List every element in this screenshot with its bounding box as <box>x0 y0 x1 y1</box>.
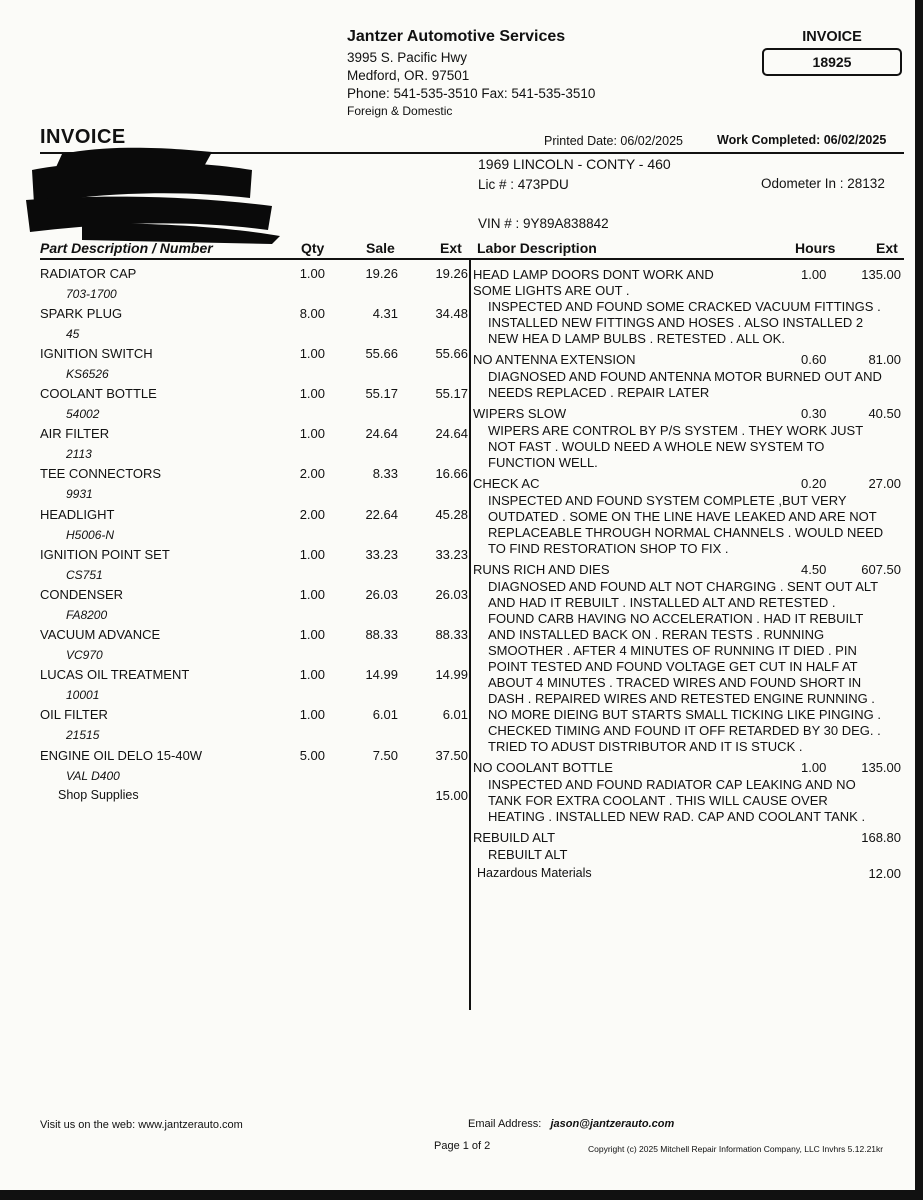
part-ext: 55.66 <box>435 346 468 361</box>
labor-note: NO MORE DIEING BUT STARTS SMALL TICKING LIKE PINGING . <box>488 707 881 722</box>
labor-note: REBUILT ALT <box>488 847 568 862</box>
part-ext: 14.99 <box>435 667 468 682</box>
part-qty: 1.00 <box>299 386 325 401</box>
labor-note: FOUND CARB HAVING NO ACCELERATION . HAD IT REBUILT <box>488 611 864 626</box>
part-name: HEADLIGHT <box>40 507 115 522</box>
labor-note: SMOOTHER . AFTER 4 MINUTES OF RUNNING IT DIED . PIN <box>488 643 857 658</box>
labor-title: RUNS RICH AND DIES <box>473 562 610 577</box>
shop-supplies-ext: 15.00 <box>435 788 468 803</box>
hazardous-materials-label: Hazardous Materials <box>477 866 592 880</box>
labor-note: DIAGNOSED AND FOUND ANTENNA MOTOR BURNED OUT AND <box>488 369 882 384</box>
labor-note: WIPERS ARE CONTROL BY P/S SYSTEM . THEY WORK JUST <box>488 423 864 438</box>
part-name: OIL FILTER <box>40 707 108 722</box>
part-name: TEE CONNECTORS <box>40 466 162 481</box>
col-qty: Qty <box>301 240 325 256</box>
invoice-label: INVOICE <box>802 29 862 45</box>
part-number: 21515 <box>66 728 100 742</box>
col-sale: Sale <box>366 240 395 256</box>
part-number: KS6526 <box>66 367 109 381</box>
labor-note: INSPECTED AND FOUND SOME CRACKED VACUUM FITTINGS . <box>488 299 881 314</box>
col-part-description: Part Description / Number <box>40 240 213 256</box>
part-number: H5006-N <box>66 528 115 542</box>
printed-date: Printed Date: 06/02/2025 <box>544 134 683 148</box>
part-number: 2113 <box>66 447 92 461</box>
part-qty: 2.00 <box>299 466 325 481</box>
part-sale: 26.03 <box>365 587 398 602</box>
part-name: RADIATOR CAP <box>40 266 137 281</box>
labor-hours: 0.30 <box>801 406 827 421</box>
footer-email <box>468 1118 674 1130</box>
part-sale: 22.64 <box>365 507 398 522</box>
labor-title: REBUILD ALT <box>473 830 556 845</box>
company-address-line1: 3995 S. Pacific Hwy <box>347 50 468 65</box>
part-name: COOLANT BOTTLE <box>40 386 157 401</box>
part-sale: 55.17 <box>365 386 398 401</box>
col-ext: Ext <box>440 240 462 256</box>
labor-note: INSTALLED NEW FITTINGS AND HOSES . ALSO INSTALLED 2 <box>488 315 864 330</box>
footer-copyright: Copyright (c) 2025 Mitchell Repair Information Company, LLC Invhrs 5.12.21kr <box>588 1144 884 1154</box>
page-number: Page 1 of 2 <box>434 1140 491 1152</box>
part-sale: 88.33 <box>365 627 398 642</box>
part-number: 703-1700 <box>66 287 117 301</box>
part-qty: 8.00 <box>299 306 325 321</box>
labor-title: NO COOLANT BOTTLE <box>473 760 613 775</box>
company-address-line2: Medford, OR. 97501 <box>347 68 470 83</box>
part-qty: 1.00 <box>299 266 325 281</box>
part-ext: 34.48 <box>435 306 468 321</box>
part-sale: 8.33 <box>372 466 398 481</box>
part-name: CONDENSER <box>40 587 124 602</box>
labor-hours: 1.00 <box>801 760 827 775</box>
part-qty: 1.00 <box>299 426 325 441</box>
part-qty: 1.00 <box>299 707 325 722</box>
part-qty: 1.00 <box>299 587 325 602</box>
part-ext: 16.66 <box>435 466 468 481</box>
labor-note: NEW HEA D LAMP BULBS . RETESTED . ALL OK. <box>488 331 785 346</box>
labor-note: INSPECTED AND FOUND RADIATOR CAP LEAKING AND NO <box>488 777 856 792</box>
labor-note: AND INSTALLED BACK ON . RERAN TESTS . RUNNING <box>488 627 825 642</box>
part-ext: 88.33 <box>435 627 468 642</box>
labor-note: ABOUT 4 MINUTES . TRACED WIRES AND FOUND SHORT IN <box>488 675 862 690</box>
hazardous-materials-ext: 12.00 <box>868 866 901 881</box>
labor-note: TANK FOR EXTRA COOLANT . THIS WILL CAUSE OVER <box>488 793 828 808</box>
labor-note: AND HAD IT REBUILT . INSTALLED ALT AND RETESTED . <box>488 595 836 610</box>
email-address: jason@jantzerauto.com <box>550 1118 675 1130</box>
part-name: LUCAS OIL TREATMENT <box>40 667 190 682</box>
labor-hours: 0.20 <box>801 476 827 491</box>
labor-note: OUTDATED . SOME ON THE LINE HAVE LEAKED AND ARE NOT <box>488 509 877 524</box>
part-qty: 1.00 <box>299 346 325 361</box>
labor-note: TO FIND RESTORATION SHOP TO FIX . <box>488 541 729 556</box>
invoice-title: INVOICE <box>40 126 126 148</box>
part-ext: 37.50 <box>435 748 468 763</box>
column-header-divider <box>40 258 904 260</box>
work-completed-date: Work Completed: 06/02/2025 <box>717 133 887 147</box>
part-sale: 55.66 <box>365 346 398 361</box>
part-name: IGNITION POINT SET <box>40 547 170 562</box>
part-sale: 24.64 <box>365 426 398 441</box>
labor-ext: 81.00 <box>868 352 901 367</box>
part-number: CS751 <box>66 568 103 582</box>
labor-note: DASH . REPAIRED WIRES AND RETESTED ENGINE RUNNING . <box>488 691 875 706</box>
vehicle-license: Lic # : 473PDU <box>478 177 569 192</box>
email-label: Email Address: <box>468 1118 542 1130</box>
company-name: Jantzer Automotive Services <box>347 28 566 45</box>
part-number: FA8200 <box>66 608 108 622</box>
part-name: IGNITION SWITCH <box>40 346 153 361</box>
part-sale: 4.31 <box>372 306 398 321</box>
labor-hours: 1.00 <box>801 267 827 282</box>
labor-note: SOME LIGHTS ARE OUT . <box>473 283 630 298</box>
company-tagline: Foreign & Domestic <box>347 104 453 118</box>
part-ext: 26.03 <box>435 587 468 602</box>
part-ext: 19.26 <box>435 266 468 281</box>
labor-title: CHECK AC <box>473 476 540 491</box>
col-labor-description: Labor Description <box>477 240 597 256</box>
shop-supplies-label: Shop Supplies <box>58 788 139 802</box>
part-qty: 1.00 <box>299 547 325 562</box>
part-ext: 45.28 <box>435 507 468 522</box>
odometer-in: Odometer In : 28132 <box>761 176 885 191</box>
labor-ext: 135.00 <box>861 267 901 282</box>
labor-ext: 27.00 <box>868 476 901 491</box>
invoice-number-box: 18925 <box>762 48 902 76</box>
labor-note: INSPECTED AND FOUND SYSTEM COMPLETE ,BUT VERY <box>488 493 847 508</box>
part-number: 45 <box>66 327 80 341</box>
labor-title: HEAD LAMP DOORS DONT WORK AND <box>473 267 714 282</box>
part-ext: 33.23 <box>435 547 468 562</box>
labor-ext: 607.50 <box>861 562 901 577</box>
part-name: VACUUM ADVANCE <box>40 627 161 642</box>
labor-hours: 0.60 <box>801 352 827 367</box>
part-ext: 24.64 <box>435 426 468 441</box>
labor-note: TRIED TO ADUST DISTRIBUTOR AND IT IS STUCK . <box>488 739 803 754</box>
col-hours: Hours <box>795 240 836 256</box>
parts-labor-divider <box>469 258 471 1010</box>
part-number: VAL D400 <box>66 769 120 783</box>
labor-note: POINT TESTED AND FOUND VOLTAGE GET CUT IN HALF AT <box>488 659 858 674</box>
part-number: 54002 <box>66 407 100 421</box>
part-sale: 7.50 <box>372 748 398 763</box>
footer-website: Visit us on the web: www.jantzerauto.com <box>40 1119 243 1131</box>
labor-note: FUNCTION WELL. <box>488 455 598 470</box>
part-name: AIR FILTER <box>40 426 110 441</box>
part-qty: 5.00 <box>299 748 325 763</box>
vehicle-description: 1969 LINCOLN - CONTY - 460 <box>478 156 671 172</box>
part-name: ENGINE OIL DELO 15-40W <box>40 748 203 763</box>
part-sale: 33.23 <box>365 547 398 562</box>
part-number: 10001 <box>66 688 100 702</box>
labor-ext: 168.80 <box>861 830 901 845</box>
part-sale: 14.99 <box>365 667 398 682</box>
labor-title: WIPERS SLOW <box>473 406 567 421</box>
labor-title: NO ANTENNA EXTENSION <box>473 352 636 367</box>
col-labor-ext: Ext <box>876 240 898 256</box>
labor-note: NOT FAST . WOULD NEED A WHOLE NEW SYSTEM TO <box>488 439 825 454</box>
company-phone-fax: Phone: 541-535-3510 Fax: 541-535-3510 <box>347 86 596 101</box>
part-qty: 2.00 <box>299 507 325 522</box>
labor-note: CHECKED TIMING AND FOUND IT OFF RETARDED BY 30 DEG. . <box>488 723 881 738</box>
vehicle-vin: VIN # : 9Y89A838842 <box>478 216 609 231</box>
part-name: SPARK PLUG <box>40 306 123 321</box>
labor-ext: 40.50 <box>868 406 901 421</box>
labor-note: NEEDS REPLACED . REPAIR LATER <box>488 385 710 400</box>
labor-hours: 4.50 <box>801 562 827 577</box>
part-sale: 19.26 <box>365 266 398 281</box>
labor-note: REPLACEABLE THROUGH NORMAL CHANNELS . WOULD NEED <box>488 525 884 540</box>
part-ext: 6.01 <box>442 707 468 722</box>
part-qty: 1.00 <box>299 667 325 682</box>
part-qty: 1.00 <box>299 627 325 642</box>
part-number: 9931 <box>66 487 93 501</box>
labor-note: HEATING . INSTALLED NEW RAD. CAP AND COOLANT TANK . <box>488 809 866 824</box>
labor-ext: 135.00 <box>861 760 901 775</box>
part-ext: 55.17 <box>435 386 468 401</box>
part-sale: 6.01 <box>372 707 398 722</box>
redaction-marks <box>22 140 282 244</box>
part-number: VC970 <box>66 648 103 662</box>
labor-note: DIAGNOSED AND FOUND ALT NOT CHARGING . SENT OUT ALT <box>488 579 879 594</box>
